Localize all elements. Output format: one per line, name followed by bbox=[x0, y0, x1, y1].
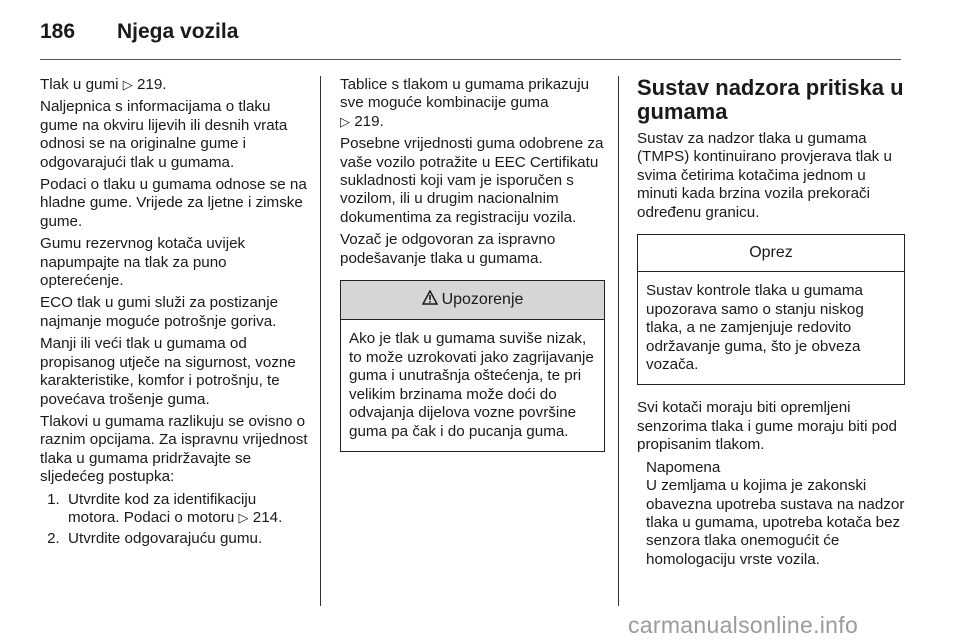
column-divider bbox=[320, 76, 321, 606]
paragraph: Svi kotači moraju biti opremljeni senzorima tlaka i gume moraju biti pod propisanim tlakom. bbox=[637, 399, 897, 454]
column-right bbox=[637, 76, 905, 573]
list-item bbox=[64, 530, 308, 548]
paragraph-text: Tlak u gumi bbox=[40, 76, 119, 93]
page-reference-icon: ▷ bbox=[238, 509, 249, 525]
page-reference-icon: ▷ bbox=[122, 77, 133, 92]
paragraph: Gumu rezervnog kotača uvijek napumpajte na tlak za puno opterećenje. bbox=[40, 235, 246, 290]
paragraph: Tlakovi u gumama razlikuju se ovisno o raznim opcijama. Za ispravnu vrijednost tlaka u gumama pridržavajte se sljedećeg postupka: bbox=[40, 412, 308, 486]
page-reference[interactable]: 219. bbox=[354, 112, 384, 130]
note-block bbox=[637, 459, 905, 569]
paragraph: ECO tlak u gumi služi za postizanje najmanje moguće potrošnje goriva. bbox=[40, 294, 279, 330]
paragraph-text: Tablice s tlakom u gumama prikazuju sve moguće kombinacije guma bbox=[340, 76, 590, 112]
section-title: Sustav nadzora pritiska u gumama bbox=[637, 75, 904, 124]
list-item-text: Utvrdite kod za identifikaciju motora. Podaci o motoru bbox=[68, 490, 257, 526]
column-middle bbox=[340, 76, 605, 466]
paragraph: Sustav za nadzor tlaka u gumama (TMPS) kontinuirano provjerava tlak u svima četirima kotačima jednom u minuti kada brzina vozila prekorači određenu granicu. bbox=[637, 130, 892, 221]
paragraph: Vozač je odgovoran za ispravno podešavanje tlaka u gumama. bbox=[340, 231, 556, 267]
column-divider bbox=[618, 76, 619, 606]
paragraph: Posebne vrijednosti guma odobrene za vaše vozilo potražite u EEC Certifikatu sukladnosti koji vam je isporučen s vozilom, ili u drugim nacionalnim dokumentima za registraciju vozila. bbox=[340, 135, 604, 226]
caution-box bbox=[637, 234, 905, 385]
page-reference[interactable]: 219. bbox=[136, 76, 167, 93]
warning-title: Upozorenje bbox=[441, 291, 524, 309]
warning-header bbox=[341, 281, 604, 320]
list-item-text: Utvrdite odgovarajuću gumu. bbox=[68, 530, 263, 548]
list-item bbox=[64, 491, 308, 528]
caution-body: Sustav kontrole tlaka u gumama upozorava samo o stanju niskog tlaka, a ne zamjenjuje redovito održavanje guma, što je obveza vozača. bbox=[646, 282, 864, 374]
paragraph bbox=[40, 76, 308, 94]
procedure-list bbox=[40, 491, 308, 549]
paragraph: Naljepnica s informacijama o tlaku gume na okviru lijevih ili desnih vrata odnosi se na originalne gume i odgovarajući tlak u gumama. bbox=[40, 98, 288, 171]
chapter-title: Njega vozila bbox=[117, 20, 239, 43]
warning-box bbox=[340, 280, 605, 452]
warning-triangle-icon bbox=[422, 290, 438, 310]
warning-body: Ako je tlak u gumama suviše nizak, to može uzrokovati jako zagrijavanje guma i unutrašnja oštećenja, te pri velikim brzinama može doći do odvajanja dijelova vozne površine guma pa čak i do pucanja guma. bbox=[349, 330, 594, 440]
note-title: Napomena bbox=[646, 458, 721, 476]
page-number: 186 bbox=[40, 20, 76, 43]
caution-header: Oprez bbox=[638, 235, 904, 272]
page-reference-icon: ▷ bbox=[340, 113, 350, 129]
header-divider bbox=[40, 59, 901, 60]
page-header bbox=[40, 20, 238, 44]
paragraph: Podaci o tlaku u gumama odnose se na hladne gume. Vrijede za ljetne i zimske gume. bbox=[40, 176, 307, 230]
watermark: carmanualsonline.info bbox=[628, 612, 859, 638]
column-left bbox=[40, 76, 308, 552]
paragraph: Manji ili veći tlak u gumama od propisanog utječe na sigurnost, vozne karakteristike, komfor i potrošnju, te povećava trošenje guma. bbox=[40, 335, 296, 408]
note-body: U zemljama u kojima je zakonski obavezna upotreba sustava na nadzor tlaka u gumama, upotreba kotača bez senzora tlaka onemogućit će homologaciju vrste vozila. bbox=[646, 477, 905, 568]
paragraph bbox=[340, 76, 605, 131]
page-reference[interactable]: 214. bbox=[252, 508, 283, 526]
